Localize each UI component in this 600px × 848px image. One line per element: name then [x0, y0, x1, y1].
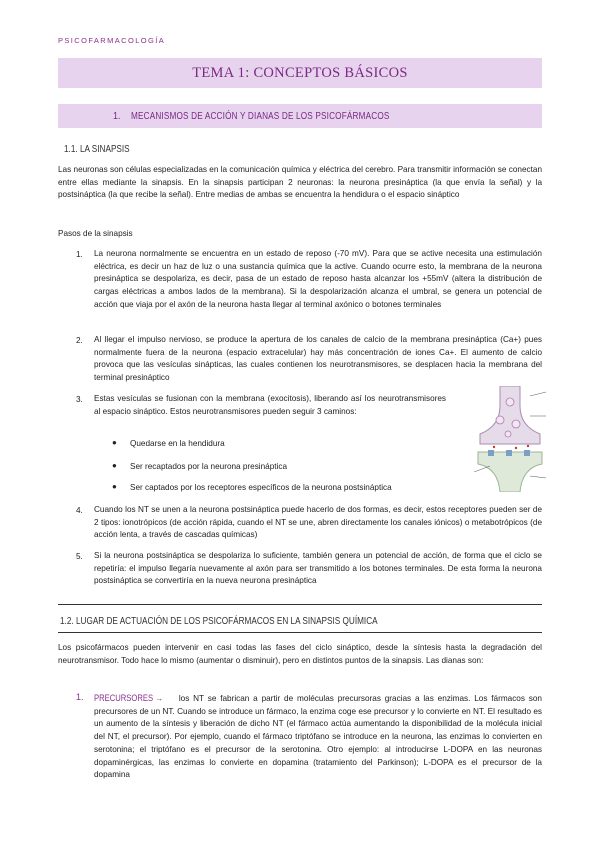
step-2-text: Al llegar el impulso nervioso, se produce la apertura de los canales de calcio de la membrana presináptica (Ca+) pues normalmente fuera de la neurona (espacio extracelular) hay más concentración de iones Ca+. El aumento de calcio provoca que las vesículas sinápticas, las cuales contienen los neurotransmisores, se desplacen hacia la membrana del terminal presináptico [94, 335, 542, 383]
diana-1-paragraph [94, 692, 542, 782]
subsection-1-2-title: 1.2. LUGAR DE ACTUACIÓN DE LOS PSICOFÁRMACOS EN LA SINAPSIS QUÍMICA [60, 616, 378, 627]
dianas-intro: Los psicofármacos pueden intervenir en casi todas las fases del ciclo sináptico, desde la síntesis hasta la degradación del neurotransmisor. Todo hace lo mismo (aumentar o disminuir), pero en distintos puntos de la sinapsis. Las dianas son: [58, 643, 542, 665]
step-5-text: Si la neurona postsináptica se despolariza lo suficiente, también genera un potencial de acción, de forma que el ciclo se repetiría: el impulso llegaría nuevamente al axón para ser transmitido a los botones terminales. De esta forma la neurona postsináptica se convertiría en la nueva neurona presináptica [94, 551, 542, 586]
synapse-diagram [470, 386, 550, 492]
step-4-number: 4. [76, 506, 83, 515]
diana-1-label: PRECURSORES → [94, 693, 163, 703]
bullet-dot-icon: ● [112, 438, 117, 447]
section-1-number: 1. [113, 110, 121, 122]
subsection-1-1-title: 1.1. LA SINAPSIS [64, 144, 130, 155]
diana-1-text: los NT se fabrican a partir de moléculas precursoras gracias a las enzimas. Los fármacos son precursores de un NT. Cuando se introduce un fármaco, la enzima coge ese precursor y lo convierte en NT. El resultado es un aumento de la síntesis y liberación de dicho NT (el fármaco actúa aumentando la disponibilidad de la molécula inicial del NT, el precursor). Por ejemplo, cuando el fármaco triptófano se introduce en la neurona, las enzimas lo convierten en serotonina; el triptófano es el precursor de la serotonina. Otro ejemplo: al introducirse L-DOPA en las neuronas dopaminérgicas, las enzimas lo convierte en dopamina (tratamiento del Parkinson); L-DOPA es el precursor de la dopamina [94, 694, 542, 780]
steps-label: Pasos de la sinapsis [58, 229, 133, 238]
step-3-text: Estas vesículas se fusionan con la membrana (exocitosis), liberando así los neurotransmisores al espacio sináptico. Estos neurotransmisores pueden seguir 3 caminos: [94, 394, 446, 416]
bullet-dot-icon: ● [112, 482, 117, 491]
step-1-text: La neurona normalmente se encuentra en un estado de reposo (-70 mV). Para que se active necesita una estimulación eléctrica, es decir un haz de luz o una sustancia química que la active. Cuando ocurre esto, la membrana de la neurona presináptica se despolariza, es decir, pasa de un estado de reposo hasta alcanzar los +55mV (altera la distribución de cargas eléctricas a ambos lados de la membrana). Si la despolarización alcanza el umbral, se genera un potencial de acción que viaja por el axón de la neurona hasta llegar al terminal axónico o botones terminales [94, 249, 542, 309]
bullet-3: Ser captados por los receptores específicos de la neurona postsináptica [130, 483, 392, 492]
section-divider [58, 604, 542, 605]
running-header: PSICOFARMACOLOGÍA [58, 36, 166, 45]
diana-1-number: 1. [76, 692, 84, 702]
page-title-band [58, 58, 542, 88]
section-1-heading [58, 104, 542, 128]
step-5-number: 5. [76, 552, 83, 561]
step-2-number: 2. [76, 336, 83, 345]
step-1-number: 1. [76, 250, 83, 259]
subsection-underline [58, 632, 542, 633]
bullet-1: Quedarse en la hendidura [130, 439, 225, 448]
bullet-dot-icon: ● [112, 461, 117, 470]
sinapsis-intro: Las neuronas son células especializadas en la comunicación química y eléctrica del cerebro. Para transmitir información se conectan entre ellas mediante la sinapsis. En la sinapsis participan 2 neuronas: la neurona presináptica (la que envía la señal) y la postsináptica (la que recibe la señal). Entre medias de ambas se encuentra la hendidura o el espacio sináptico [58, 165, 542, 200]
step-4-text: Cuando los NT se unen a la neurona postsináptica puede hacerlo de dos formas, es decir, estos receptores pueden ser de 2 tipos: ionotrópicos (de acción rápida, cuando el NT se une, abren directamente los canales iónicos) o metabotrópicos (de acción lenta, a través de cascadas químicas) [94, 505, 542, 540]
page-title: TEMA 1: CONCEPTOS BÁSICOS [192, 64, 408, 81]
section-1-title: MECANISMOS DE ACCIÓN Y DIANAS DE LOS PSICOFÁRMACOS [131, 110, 390, 122]
bullet-2: Ser recaptados por la neurona presináptica [130, 462, 288, 471]
step-3-number: 3. [76, 395, 83, 404]
